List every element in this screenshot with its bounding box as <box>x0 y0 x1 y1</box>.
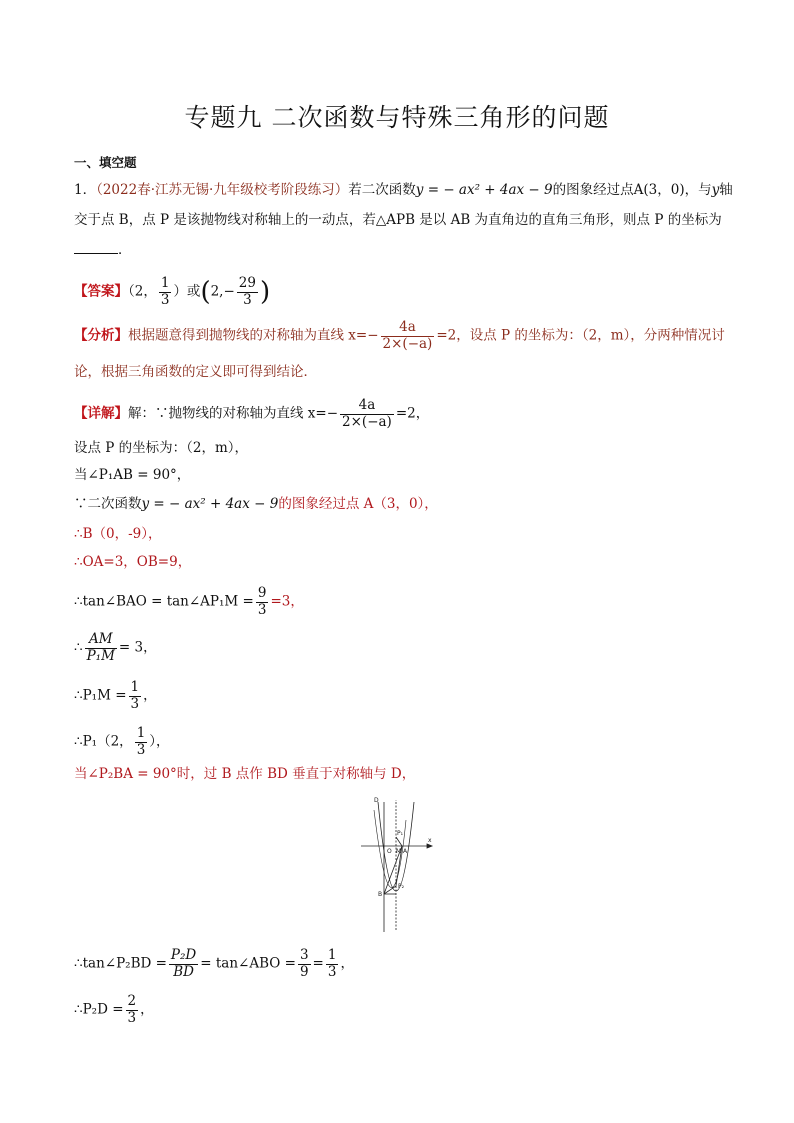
analysis-tag: 【分析】 <box>74 327 128 344</box>
detail-text: ∵二次函数 <box>74 496 142 512</box>
detail-text: = tan∠ABO = <box>200 955 296 972</box>
detail-text: ∴tan∠P₂BD = <box>74 955 167 972</box>
detail-tag: 【详解】 <box>74 405 128 422</box>
fraction <box>135 726 148 758</box>
figure-label: M <box>396 848 402 855</box>
fraction-num: 3 <box>299 947 309 963</box>
fraction-den: 3 <box>327 963 337 980</box>
detail-line-8 <box>74 632 157 664</box>
fraction <box>298 948 311 980</box>
figure-label: D <box>374 797 379 804</box>
fraction-den: 3 <box>243 291 252 308</box>
detail-text: ）， <box>149 733 170 750</box>
fraction-num: P₂D <box>170 947 197 963</box>
fraction-den: 3 <box>160 291 170 308</box>
fraction-den: 3 <box>130 695 140 712</box>
detail-line-1 <box>74 398 429 430</box>
detail-text: 解：∵抛物线的对称轴为直线 x=− <box>128 405 339 422</box>
x-axis-arrow <box>427 844 432 848</box>
detail-text: ， <box>140 1001 154 1018</box>
figure-label: A <box>403 848 408 855</box>
fraction-den: 3 <box>136 741 146 758</box>
detail-line-9 <box>74 680 157 712</box>
section-heading: 一、填空题 <box>74 155 137 170</box>
fraction-num: 1 <box>160 275 170 291</box>
detail-text: ∴tan∠BAO = tan∠AP₁M = <box>74 593 254 610</box>
fraction-num: 1 <box>327 947 337 963</box>
detail-text: 的图象经过点 A（3，0）， <box>278 496 438 512</box>
fraction <box>326 948 339 980</box>
fraction-den: BD <box>173 963 194 980</box>
detail-line-6: ∴OA=3，OB=9， <box>74 554 192 570</box>
fraction-den: P₁M <box>86 647 115 664</box>
analysis-text: 根据题意得到抛物线的对称轴为直线 x=− <box>128 327 379 344</box>
answer-blank <box>74 253 118 254</box>
fraction <box>256 586 269 618</box>
question-source: （2022春·江苏无锡·九年级校考阶段练习） <box>96 182 349 198</box>
detail-text: = <box>312 955 324 972</box>
detail-line-10 <box>74 726 170 758</box>
fraction-den: 2×(−a) <box>382 335 433 352</box>
fraction-den: 2×(−a) <box>342 413 392 430</box>
fraction <box>126 994 139 1026</box>
figure-label: B <box>378 891 383 898</box>
fraction-num: 2 <box>127 993 137 1009</box>
detail-line-12 <box>74 948 354 980</box>
detail-text: ∴P₁（2， <box>74 733 133 750</box>
detail-text: ∴P₁M = <box>74 687 127 704</box>
detail-line-4 <box>74 494 438 514</box>
fraction-den: 3 <box>127 1009 137 1026</box>
fraction-den: 3 <box>257 601 267 618</box>
fraction <box>381 320 435 352</box>
fraction-den: 9 <box>299 963 309 980</box>
paren-left: ( <box>200 277 211 308</box>
detail-equation: y = − ax² + 4ax − 9 <box>141 496 279 512</box>
detail-line-2: 设点 P 的坐标为：（2，m）， <box>74 440 249 456</box>
answer-text: ）或 <box>173 283 201 300</box>
detail-text: =2， <box>395 405 430 422</box>
answer-text: （2， <box>128 283 157 300</box>
fraction <box>159 276 172 308</box>
fraction <box>169 948 198 980</box>
detail-text: ， <box>340 955 354 972</box>
fraction-num: 4a <box>340 398 394 415</box>
segment-p1a <box>396 837 402 846</box>
fraction <box>237 276 258 308</box>
analysis-line-1 <box>74 320 725 352</box>
figure-label: O <box>387 848 392 855</box>
answer-text: 2,− <box>210 283 235 300</box>
detail-line-11 <box>74 764 415 784</box>
question-point-a: A(3，0)，与 <box>633 182 712 198</box>
question-text: 的图象经过点 <box>552 182 634 198</box>
question-text: ． <box>118 242 132 258</box>
fraction-num: 4a <box>381 320 435 337</box>
question-line-2: 交于点 B，点 P 是该抛物线对称轴上的一动点，若△APB 是以 AB 为直角边的直角三角形，则点 P 的坐标为 <box>74 212 722 228</box>
figure-label: P₁ <box>397 830 404 837</box>
detail-line-5: ∴B（0，-9）， <box>74 526 162 542</box>
paren-right: ) <box>259 277 271 308</box>
fraction-num: 9 <box>257 585 267 601</box>
question-number: 1． <box>74 182 97 198</box>
question-text: 轴 <box>719 182 733 198</box>
fraction <box>85 632 117 664</box>
question-text: y <box>711 182 720 198</box>
answer-tag: 【答案】 <box>74 283 128 300</box>
detail-text: ∴P₂D = <box>74 1001 124 1018</box>
detail-line-7 <box>74 586 304 618</box>
question-line-3 <box>74 240 132 260</box>
fraction-num: AM <box>85 632 117 649</box>
detail-text: ， <box>143 687 157 704</box>
detail-text: ∴ <box>74 639 83 656</box>
analysis-line-2: 论，根据三角函数的定义即可得到结论． <box>74 364 317 380</box>
parabola-curve <box>378 802 414 891</box>
detail-text: = 3， <box>118 639 157 656</box>
fraction-num: 1 <box>136 725 146 741</box>
figure-label: x <box>428 837 432 844</box>
question-line-1 <box>74 180 733 200</box>
figure-label: P₂ <box>398 883 405 890</box>
question-text: 若二次函数 <box>348 182 416 198</box>
fraction-num: 1 <box>130 679 140 695</box>
fraction <box>129 680 142 712</box>
fraction <box>340 398 394 430</box>
answer-line <box>74 276 270 308</box>
analysis-text: =2，设点 P 的坐标为：（2，m），分两种情况讨 <box>436 327 725 344</box>
detail-line-13 <box>74 994 154 1026</box>
detail-text: =3， <box>270 593 304 610</box>
question-equation: y = − ax² + 4ax − 9 <box>415 182 553 198</box>
page-title: 专题九 二次函数与特殊三角形的问题 <box>184 103 610 132</box>
detail-text: 当∠P₂BA = 90°时，过 B 点作 BD 垂直于对称轴与 D， <box>74 766 416 782</box>
fraction-num: 29 <box>238 275 256 291</box>
detail-line-3: 当∠P₁AB = 90°， <box>74 467 191 483</box>
parabola-figure <box>356 790 436 935</box>
